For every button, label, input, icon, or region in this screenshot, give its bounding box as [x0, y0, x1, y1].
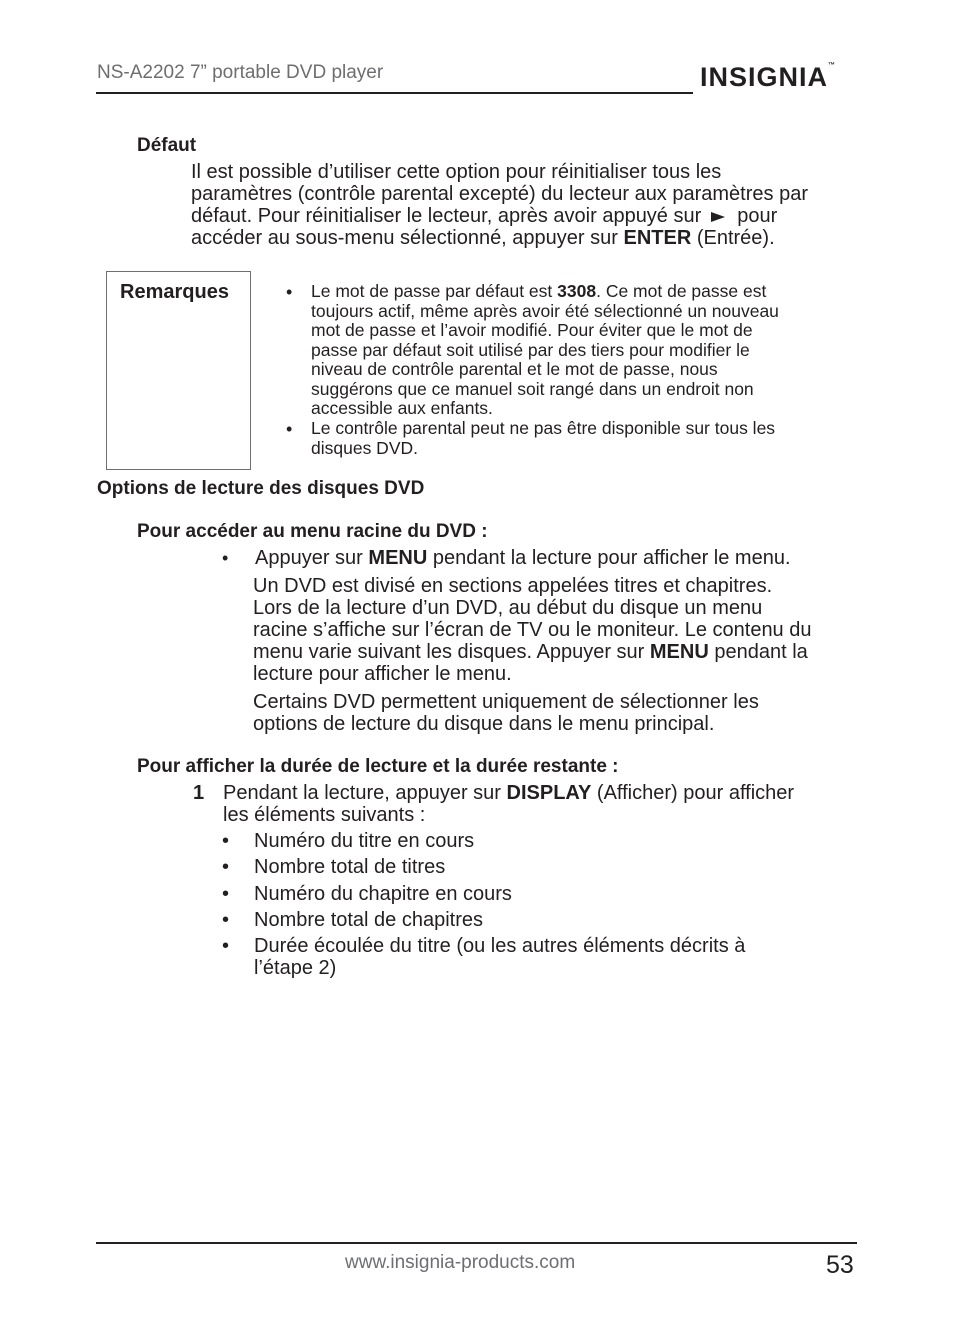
- step-line: [223, 782, 794, 804]
- para-line: options de lecture du disque dans le menu principal.: [253, 713, 715, 735]
- duration-subheading: Pour afficher la durée de lecture et la durée restante :: [137, 756, 619, 777]
- defaut-line: [191, 205, 808, 227]
- bullet: •: [222, 548, 229, 568]
- note-bullet: •: [286, 282, 293, 302]
- bullet: •: [222, 935, 230, 957]
- defaut-line: paramètres (contrôle parental excepté) du lecteur aux paramètres par: [191, 183, 808, 205]
- step-line: les éléments suivants :: [223, 804, 426, 826]
- list-line: l’étape 2): [254, 957, 337, 979]
- note-line: niveau de contrôle parental et le mot de passe, nous: [311, 359, 718, 379]
- step-1: [223, 782, 794, 826]
- header-title: NS-A2202 7” portable DVD player: [97, 62, 384, 83]
- para-line: Un DVD est divisé en sections appelées titres et chapitres.: [253, 575, 773, 597]
- defaut-heading: Défaut: [137, 135, 197, 156]
- dvd-paragraph-2: [253, 691, 759, 735]
- para-line: Lors de la lecture d’un DVD, au début du disque un menu: [253, 597, 763, 619]
- enter-key-label: ENTER: [623, 227, 692, 249]
- step-text: Pendant la lecture, appuyer sur: [223, 782, 501, 804]
- note-line: disques DVD.: [311, 437, 418, 458]
- note-line: toujours actif, même après avoir été sélectionné un nouveau: [311, 300, 779, 321]
- para-line: Certains DVD permettent uniquement de sélectionner les: [253, 691, 759, 713]
- bullet-text: pendant la lecture pour afficher le menu.: [432, 547, 791, 569]
- note-line: accessible aux enfants.: [311, 398, 493, 418]
- insignia-logo: [700, 62, 835, 93]
- footer-url: www.insignia-products.com: [345, 1252, 576, 1273]
- bullet: •: [222, 909, 230, 931]
- note-bullet: •: [286, 419, 293, 439]
- options-heading: Options de lecture des disques DVD: [97, 478, 425, 499]
- defaut-text: défaut. Pour réinitialiser le lecteur, après avoir appuyé sur: [191, 205, 702, 227]
- note-line: passe par défaut soit utilisé par des tiers pour modifier le: [311, 339, 750, 360]
- para-text: menu varie suivant les disques. Appuyer sur: [253, 641, 645, 663]
- footer-rule: [96, 1242, 857, 1244]
- menu-key-label: MENU: [649, 641, 709, 663]
- default-password: 3308: [557, 281, 597, 301]
- defaut-text: accéder au sous-menu sélectionné, appuyer sur: [191, 227, 618, 249]
- menu-key-label: MENU: [368, 547, 428, 569]
- note-line: suggérons que ce manuel soit rangé dans un endroit non: [311, 378, 754, 399]
- note-item: [311, 282, 779, 419]
- page-number: 53: [826, 1251, 854, 1279]
- bullet-line: [255, 547, 791, 569]
- menu-bullet: [255, 547, 791, 569]
- step-text: (Afficher) pour afficher: [596, 782, 795, 804]
- defaut-text: pour: [737, 205, 778, 227]
- defaut-line: [191, 227, 808, 249]
- bullet: •: [222, 830, 230, 852]
- bullet: •: [222, 883, 230, 905]
- note-line: mot de passe et l’avoir modifié. Pour éviter que le mot de: [311, 320, 753, 340]
- root-menu-subheading: Pour accéder au menu racine du DVD :: [137, 521, 488, 542]
- dvd-paragraph-1: [253, 575, 812, 685]
- display-key-label: DISPLAY: [506, 782, 592, 804]
- para-line: [253, 641, 812, 663]
- note-item: [311, 419, 775, 458]
- note-line: [311, 282, 779, 302]
- list-item: Nombre total de titres: [254, 856, 446, 878]
- header-rule: [96, 92, 693, 94]
- list-line: Durée écoulée du titre (ou les autres éléments décrits à: [254, 935, 746, 957]
- list-item: Nombre total de chapitres: [254, 909, 484, 931]
- bullet-text: Appuyer sur: [255, 547, 363, 569]
- note-text: Le mot de passe par défaut est: [311, 281, 553, 301]
- para-text: pendant la: [714, 641, 808, 663]
- list-item: Numéro du chapitre en cours: [254, 883, 512, 905]
- step-number: 1: [193, 782, 205, 804]
- list-item: [254, 935, 745, 979]
- defaut-line: Il est possible d’utiliser cette option pour réinitialiser tous les: [191, 161, 722, 183]
- notes-label: Remarques: [120, 281, 229, 303]
- logo-tm: ™: [828, 62, 836, 69]
- defaut-text: (Entrée).: [696, 227, 775, 249]
- bullet: •: [222, 856, 230, 878]
- logo-text: INSIGNIA: [700, 62, 829, 92]
- defaut-paragraph: [191, 161, 808, 249]
- play-arrow-icon: [711, 212, 725, 222]
- list-item: Numéro du titre en cours: [254, 830, 475, 852]
- note-line: Le contrôle parental peut ne pas être disponible sur tous les: [311, 418, 776, 438]
- para-line: racine s’affiche sur l’écran de TV ou le moniteur. Le contenu du: [253, 619, 812, 641]
- note-text: . Ce mot de passe est: [596, 281, 767, 301]
- para-line: lecture pour afficher le menu.: [253, 663, 512, 685]
